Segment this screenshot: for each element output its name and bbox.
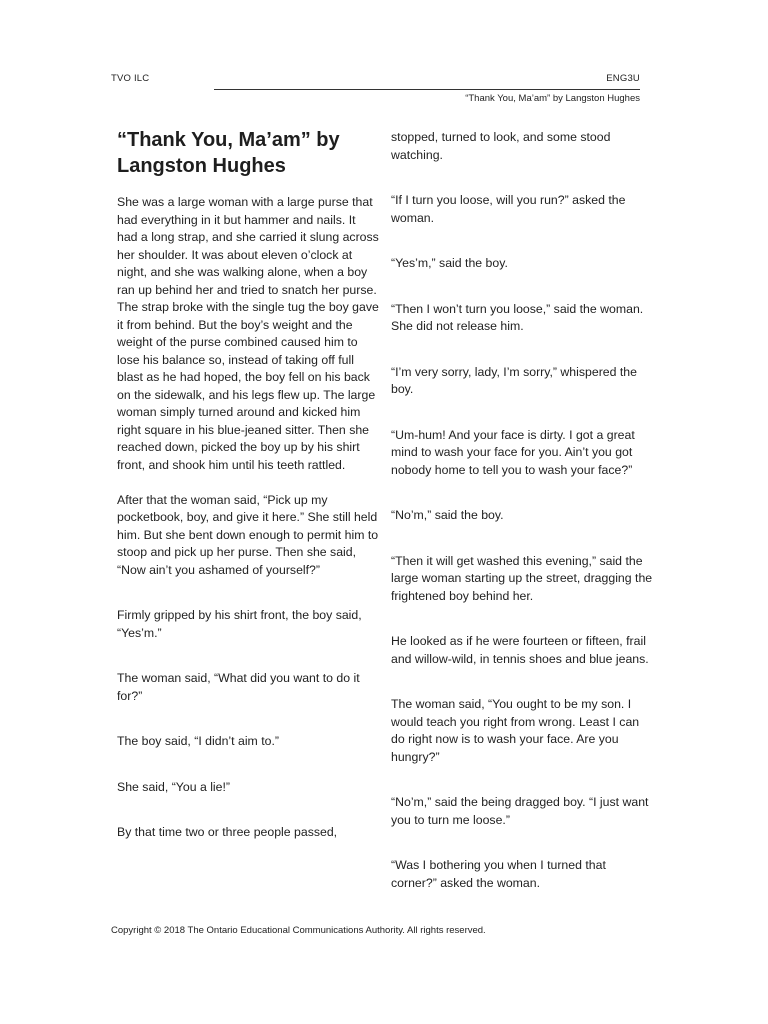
- header-org-label: TVO ILC: [111, 73, 150, 84]
- paragraph: She was a large woman with a large purse that had everything in it but hammer and nails. It had a long strap, and she carried it slung across her shoulder. It was about eleven o’clock at night, and she was walking alone, when a boy ran up behind her and tried to snatch her purse. The strap broke with the single tug the boy gave it from behind. But the boy’s weight and the weight of the purse combined caused him to lose his balance so, instead of taking off full blast as he had hoped, the boy fell on his back on the sidewalk, and his legs flew up. The large woman simply turned around and kicked him right square in his blue-jeaned sitter. Then she reached down, picked the boy up by his shirt front, and shook him until his teeth rattled.: [117, 195, 379, 472]
- paragraph: By that time two or three people passed,: [117, 825, 338, 839]
- story-title: “Thank You, Ma’am” by Langston Hughes: [117, 129, 340, 177]
- paragraph: Firmly gripped by his shirt front, the boy said, “Yes’m.”: [117, 608, 362, 640]
- header-divider: [214, 89, 640, 90]
- paragraph: The boy said, “I didn’t aim to.”: [117, 734, 279, 748]
- paragraph: She said, “You a lie!”: [117, 779, 231, 794]
- paragraph: “I’m very sorry, lady, I’m sorry,” whispered the boy.: [391, 364, 637, 396]
- paragraph: He looked as if he were fourteen or fifteen, frail and willow-wild, in tennis shoes and blue jeans.: [391, 634, 649, 666]
- paragraph: After that the woman said, “Pick up my pocketbook, boy, and give it here.” She still held him. But she bent down enough to permit him to stoop and pick up her purse. Then she said, “Now ain’t you ashamed of yourself?”: [117, 492, 379, 577]
- paragraph: “Then I won’t turn you loose,” said the woman. She did not release him.: [391, 301, 644, 333]
- left-text-column: [117, 194, 379, 870]
- right-text-column: [391, 129, 653, 920]
- copyright-footer: Copyright © 2018 The Ontario Educational Communications Authority. All rights reserved.: [111, 925, 486, 936]
- paragraph: “Yes’m,” said the boy.: [391, 256, 508, 270]
- paragraph: “Was I bothering you when I turned that corner?” asked the woman.: [391, 858, 606, 890]
- paragraph: The woman said, “What did you want to do it for?”: [117, 671, 360, 703]
- paragraph: The woman said, “You ought to be my son. I would teach you right from wrong. Least I can do right now is to wash your face. Are you hungry?”: [391, 697, 640, 764]
- paragraph: “Um-hum! And your face is dirty. I got a great mind to wash your face for you. Ain’t you got nobody home to tell you to wash your face?”: [391, 427, 635, 477]
- paragraph: stopped, turned to look, and some stood watching.: [391, 130, 611, 162]
- paragraph: “No’m,” said the being dragged boy. “I just want you to turn me loose.”: [391, 795, 649, 827]
- paragraph: “No’m,” said the boy.: [391, 508, 504, 522]
- header-document-title: “Thank You, Ma’am” by Langston Hughes: [465, 93, 640, 104]
- paragraph: “If I turn you loose, will you run?” asked the woman.: [391, 193, 626, 225]
- paragraph: “Then it will get washed this evening,” said the large woman starting up the street, dragging the frightened boy behind her.: [391, 553, 653, 603]
- header-course-code: ENG3U: [606, 73, 640, 84]
